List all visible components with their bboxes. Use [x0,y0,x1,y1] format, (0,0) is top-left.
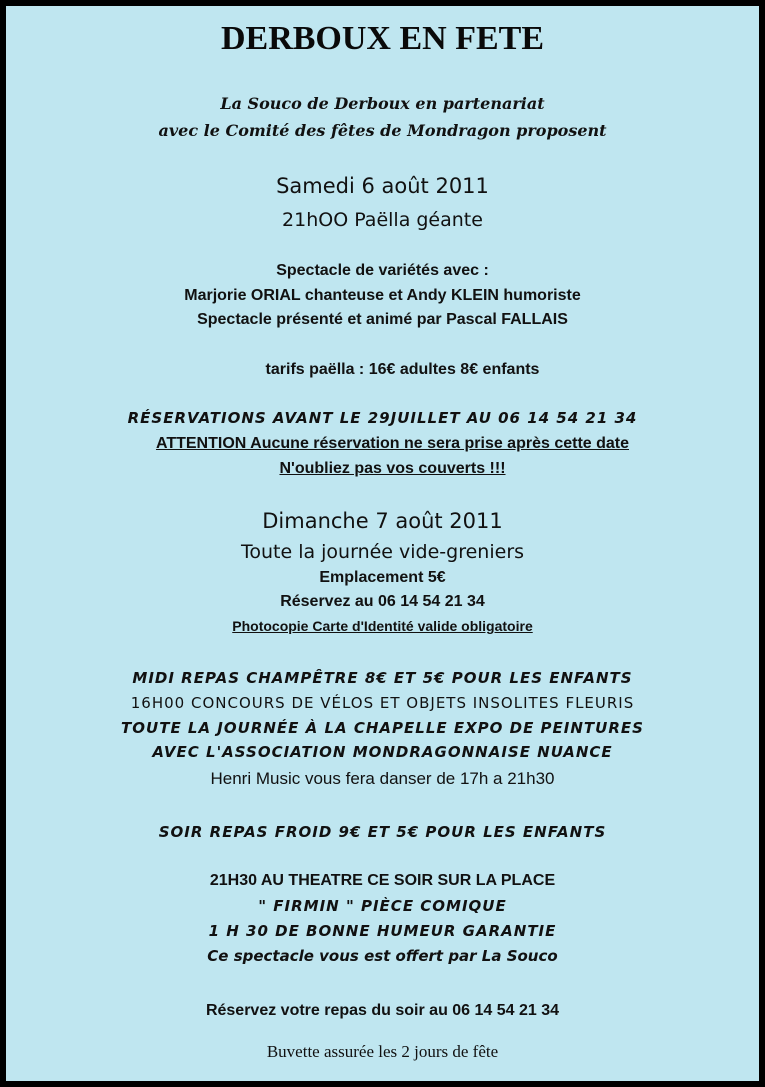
saturday-reservation: RÉSERVATIONS AVANT LE 29JUILLET AU 06 14 54 21 34 [127,409,638,427]
reservation-warning: ATTENTION Aucune réservation ne sera prise après cette date [155,435,630,452]
dinner-reserve: Réservez votre repas du soir au 06 14 54 21 34 [205,1002,560,1019]
flyer-title: DERBOUX EN FETE [220,20,545,57]
show-heading: Spectacle de variétés avec : [276,262,489,279]
show-presenter: Spectacle présenté et animé par Pascal FALLAIS [197,311,568,328]
saturday-paella: 21hOO Paëlla géante [282,209,483,231]
painting-expo: TOUTE LA JOURNÉE À LA CHAPELLE EXPO DE PEINTURES [121,719,644,737]
play-duration: 1 H 30 DE BONNE HUMEUR GARANTIE [208,922,557,940]
intro-line-1: La Souco de Derboux en partenariat [220,94,545,113]
flea-market: Toute la journée vide-greniers [240,541,525,563]
play-title: " FIRMIN " PIÈCE COMIQUE [258,897,507,915]
sunday-date: Dimanche 7 août 2011 [262,509,503,533]
dinner-info: SOIR REPAS FROID 9€ ET 5€ POUR LES ENFANTS [158,823,607,841]
paella-prices: tarifs paëlla : 16€ adultes 8€ enfants [265,361,540,378]
lunch-info: MIDI REPAS CHAMPÊTRE 8€ ET 5€ POUR LES ENFANTS [132,669,633,687]
flea-market-reserve: Réservez au 06 14 54 21 34 [280,593,485,610]
music-info: Henri Music vous fera danser de 17h a 21h30 [210,769,555,788]
id-required: Photocopie Carte d'Identité valide obligatoire [232,618,533,634]
offered-by: Ce spectacle vous est offert par La Souco [207,947,558,965]
bar-info: Buvette assurée les 2 jours de fête [266,1042,499,1061]
saturday-date: Samedi 6 août 2011 [276,174,489,198]
show-performers: Marjorie ORIAL chanteuse et Andy KLEIN humoriste [184,287,581,304]
expo-association: AVEC L'ASSOCIATION MONDRAGONNAISE NUANCE [152,743,613,761]
bike-contest: 16H00 CONCOURS DE VÉLOS ET OBJETS INSOLITES FLEURIS [130,694,635,712]
theatre-info: 21H30 AU THEATRE CE SOIR SUR LA PLACE [209,872,556,889]
intro-line-2: avec le Comité des fêtes de Mondragon proposent [158,121,607,140]
cutlery-reminder: N'oubliez pas vos couverts !!! [279,460,506,477]
pitch-price: Emplacement 5€ [319,569,446,586]
flyer-sheet [6,6,759,1081]
